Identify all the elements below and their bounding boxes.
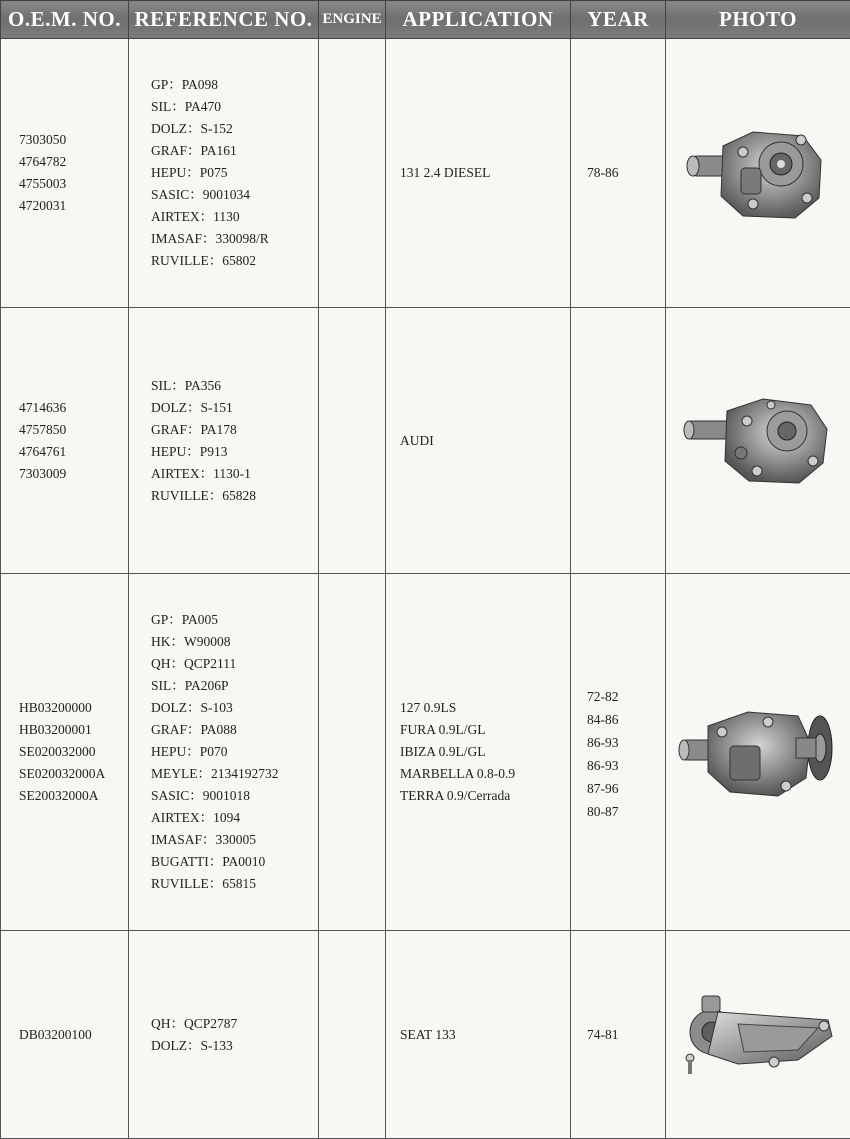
water-pump-pulley-icon bbox=[678, 702, 838, 802]
reference-number: DOLZ：S-103 bbox=[151, 700, 233, 715]
reference-number: DOLZ：S-133 bbox=[151, 1037, 233, 1053]
reference-number: DOLZ：S-151 bbox=[151, 399, 233, 415]
table-row bbox=[1, 308, 850, 574]
year-range: 80-87 bbox=[587, 804, 619, 819]
reference-number: RUVILLE：65828 bbox=[151, 487, 256, 503]
reference-number: BUGATTI：PA0010 bbox=[151, 854, 266, 869]
header-year: YEAR bbox=[571, 1, 666, 39]
reference-number: GRAF：PA161 bbox=[151, 143, 237, 158]
water-pump-long-icon bbox=[678, 990, 838, 1080]
reference-number: RUVILLE：65802 bbox=[151, 253, 256, 268]
year-cell bbox=[571, 574, 666, 931]
application-cell bbox=[386, 39, 571, 308]
oem-number: 4720031 bbox=[19, 198, 67, 213]
reference-number: HEPU：P913 bbox=[151, 443, 228, 459]
reference-number: QH：QCP2787 bbox=[151, 1015, 238, 1031]
reference-number: IMASAF：330005 bbox=[151, 832, 257, 847]
reference-number: GRAF：PA178 bbox=[151, 421, 237, 437]
oem-cell bbox=[1, 39, 129, 308]
oem-number: HB03200000 bbox=[19, 700, 92, 715]
oem-number: 4755003 bbox=[19, 176, 67, 191]
header-engine: ENGINE bbox=[319, 1, 386, 39]
year-range: 84-86 bbox=[587, 712, 619, 727]
year-cell bbox=[571, 308, 666, 574]
reference-number: DOLZ：S-152 bbox=[151, 121, 233, 136]
table-row bbox=[1, 931, 850, 1139]
reference-number: SASIC：9001034 bbox=[151, 187, 251, 202]
oem-number: SE20032000A bbox=[19, 788, 99, 803]
oem-number: SE020032000 bbox=[19, 744, 96, 759]
photo-cell bbox=[666, 39, 850, 308]
photo-cell bbox=[666, 931, 850, 1139]
application-text: 127 0.9LS bbox=[400, 700, 457, 715]
oem-cell bbox=[1, 574, 129, 931]
reference-number: QH：QCP2111 bbox=[151, 656, 237, 671]
reference-number: HK：W90008 bbox=[151, 634, 231, 649]
reference-number: SASIC：9001018 bbox=[151, 788, 251, 803]
reference-number: SIL：PA470 bbox=[151, 99, 222, 114]
reference-number: HEPU：P070 bbox=[151, 744, 228, 759]
oem-cell bbox=[1, 931, 129, 1139]
reference-number: MEYLE：2134192732 bbox=[151, 766, 279, 781]
application-cell bbox=[386, 931, 571, 1139]
reference-number: GRAF：PA088 bbox=[151, 722, 237, 737]
reference-number: GP：PA098 bbox=[151, 77, 219, 92]
oem-number: DB03200100 bbox=[19, 1026, 92, 1042]
reference-number: IMASAF：330098/R bbox=[151, 231, 269, 246]
header-row bbox=[1, 1, 850, 39]
year-range: 72-82 bbox=[587, 689, 619, 704]
reference-cell bbox=[129, 39, 319, 308]
reference-number: SIL：PA356 bbox=[151, 377, 222, 393]
application-text: TERRA 0.9/Cerrada bbox=[400, 788, 511, 803]
application-text: 131 2.4 DIESEL bbox=[400, 165, 491, 180]
reference-number: AIRTEX：1094 bbox=[151, 810, 241, 825]
reference-number: SIL：PA206P bbox=[151, 678, 229, 693]
year-range: 78-86 bbox=[587, 165, 619, 180]
year-range: 87-96 bbox=[587, 781, 619, 796]
reference-cell bbox=[129, 574, 319, 931]
oem-number: 4764782 bbox=[19, 154, 67, 169]
header-photo: PHOTO bbox=[666, 1, 850, 39]
reference-number: AIRTEX：1130 bbox=[151, 209, 240, 224]
year-cell bbox=[571, 39, 666, 308]
application-text: AUDI bbox=[400, 432, 434, 448]
header-oem: O.E.M. NO. bbox=[1, 1, 129, 39]
application-cell bbox=[386, 574, 571, 931]
engine-cell bbox=[319, 574, 386, 931]
application-cell bbox=[386, 308, 571, 574]
header-reference: REFERENCE NO. bbox=[129, 1, 319, 39]
header-application: APPLICATION bbox=[386, 1, 571, 39]
oem-number: 7303050 bbox=[19, 132, 67, 147]
photo-cell bbox=[666, 308, 850, 574]
water-pump-icon bbox=[683, 391, 833, 491]
oem-number: HB03200001 bbox=[19, 722, 92, 737]
oem-number: 4757850 bbox=[19, 421, 67, 437]
application-text: SEAT 133 bbox=[400, 1026, 456, 1042]
water-pump-icon bbox=[683, 118, 833, 228]
application-text: MARBELLA 0.8-0.9 bbox=[400, 766, 516, 781]
year-range: 86-93 bbox=[587, 758, 619, 773]
year-range: 74-81 bbox=[587, 1026, 619, 1042]
year-cell bbox=[571, 931, 666, 1139]
reference-cell bbox=[129, 308, 319, 574]
reference-number: AIRTEX：1130-1 bbox=[151, 465, 251, 481]
table-row bbox=[1, 574, 850, 931]
engine-cell bbox=[319, 931, 386, 1139]
photo-cell bbox=[666, 574, 850, 931]
table-row bbox=[1, 39, 850, 308]
reference-number: GP：PA005 bbox=[151, 612, 219, 627]
engine-cell bbox=[319, 39, 386, 308]
oem-cell bbox=[1, 308, 129, 574]
oem-number: SE020032000A bbox=[19, 766, 106, 781]
oem-number: 4714636 bbox=[19, 399, 67, 415]
year-range: 86-93 bbox=[587, 735, 619, 750]
oem-number: 4764761 bbox=[19, 443, 67, 459]
application-text: IBIZA 0.9L/GL bbox=[400, 744, 486, 759]
reference-number: RUVILLE：65815 bbox=[151, 876, 256, 891]
reference-number: HEPU：P075 bbox=[151, 165, 228, 180]
reference-cell bbox=[129, 931, 319, 1139]
application-text: FURA 0.9L/GL bbox=[400, 722, 486, 737]
oem-number: 7303009 bbox=[19, 465, 67, 481]
engine-cell bbox=[319, 308, 386, 574]
